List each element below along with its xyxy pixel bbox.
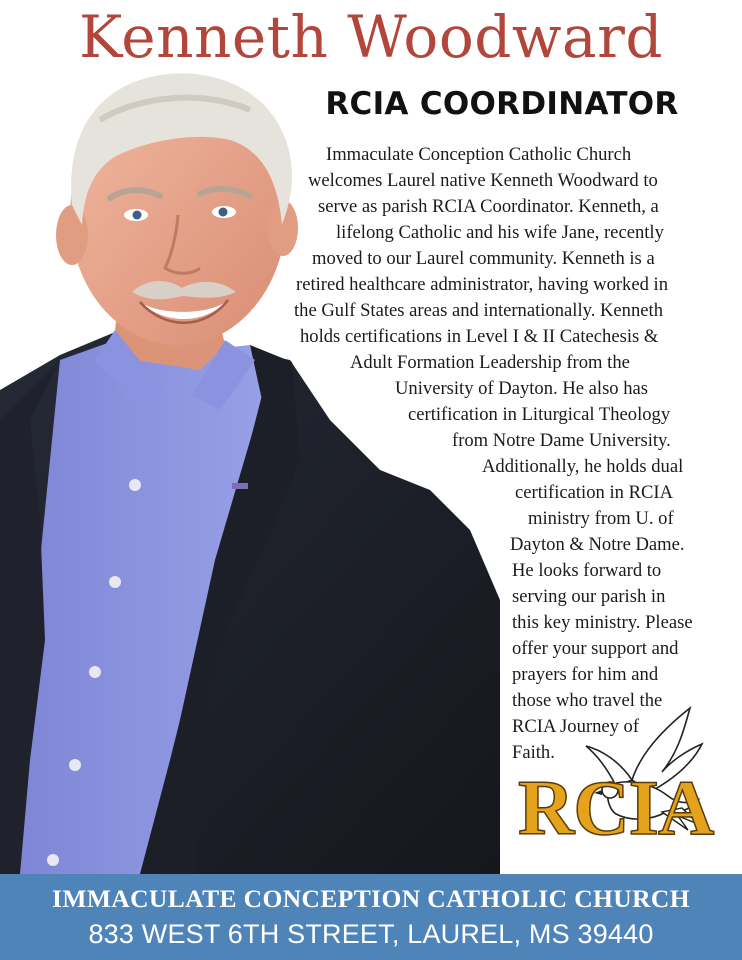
bio-line: lifelong Catholic and his wife Jane, recently bbox=[336, 222, 664, 243]
bio-line: Immaculate Conception Catholic Church bbox=[326, 144, 632, 165]
bio-line: those who travel the bbox=[512, 690, 663, 711]
footer-church-name: IMMACULATE CONCEPTION CATHOLIC CHURCH bbox=[52, 884, 690, 913]
rcia-logo-text: RCIA bbox=[518, 764, 714, 851]
bio-line: welcomes Laurel native Kenneth Woodward to bbox=[308, 170, 658, 191]
bio-line: offer your support and bbox=[512, 638, 679, 659]
bio-line: Additionally, he holds dual bbox=[482, 456, 684, 477]
bio-line: retired healthcare administrator, having worked in bbox=[296, 274, 669, 295]
bio-line: Dayton & Notre Dame. bbox=[510, 534, 685, 555]
bio-line: RCIA Journey of bbox=[512, 716, 640, 737]
bio-line: holds certifications in Level I & II Catechesis & bbox=[300, 326, 659, 347]
bio-line: ministry from U. of bbox=[528, 508, 674, 529]
bio-line: University of Dayton. He also has bbox=[395, 378, 649, 399]
bio-line: moved to our Laurel community. Kenneth is a bbox=[312, 248, 655, 269]
bio-line: from Notre Dame University. bbox=[452, 430, 671, 451]
bio-line: Adult Formation Leadership from the bbox=[350, 352, 630, 373]
bio-line: serve as parish RCIA Coordinator. Kenneth, a bbox=[318, 196, 659, 217]
bio-line: this key ministry. Please bbox=[512, 612, 693, 633]
church-footer bbox=[0, 874, 742, 960]
bio-line: He looks forward to bbox=[512, 560, 662, 581]
bio-line: Faith. bbox=[512, 742, 555, 763]
footer-address: 833 WEST 6TH STREET, LAUREL, MS 39440 bbox=[88, 919, 654, 949]
name-title: Kenneth Woodward bbox=[79, 3, 663, 71]
role-title: RCIA COORDINATOR bbox=[325, 86, 679, 122]
bio-line: prayers for him and bbox=[512, 664, 659, 685]
bio-line: certification in Liturgical Theology bbox=[408, 404, 671, 425]
bio-line: the Gulf States areas and internationally. Kenneth bbox=[294, 300, 663, 321]
bio-line: certification in RCIA bbox=[515, 482, 674, 503]
bio-line: serving our parish in bbox=[512, 586, 666, 607]
